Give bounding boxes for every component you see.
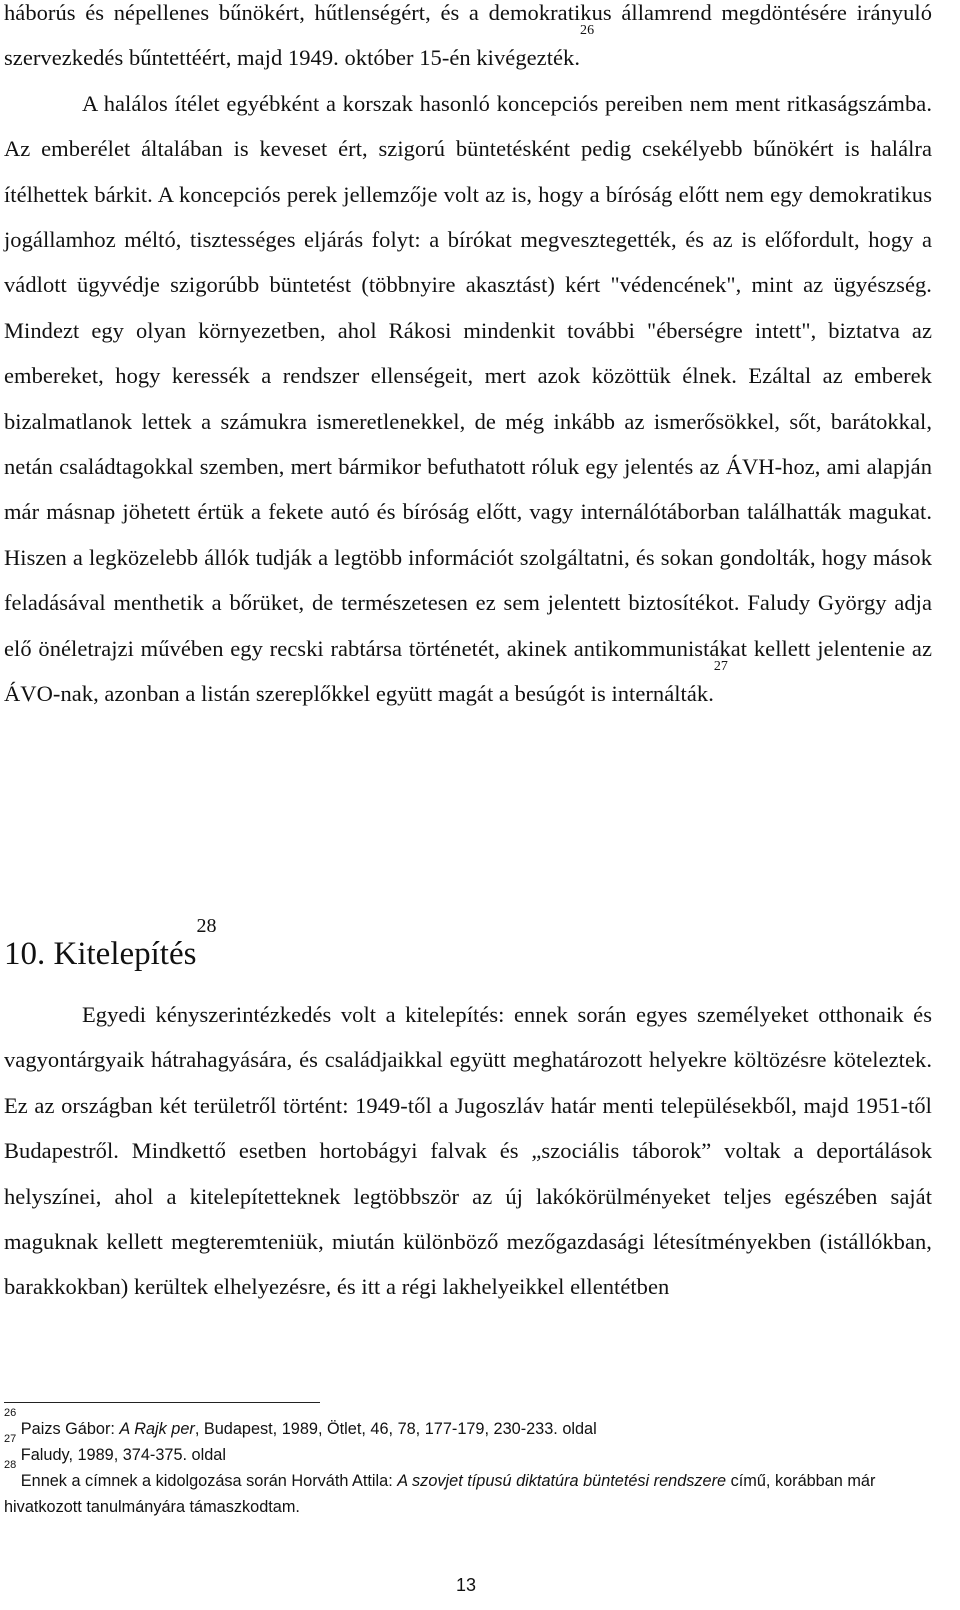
footnote-number: 28 [4, 1459, 17, 1471]
footnote-text: , Budapest, 1989, Ötlet, 46, 78, 177-179, 230-233. oldal [194, 1420, 597, 1438]
footnote-text: Paizs Gábor: [20, 1420, 120, 1438]
footnote-number: 27 [4, 1433, 17, 1445]
section-heading-text: 10. Kitelepítés [4, 936, 197, 972]
footnote-title: A Rajk per [119, 1420, 195, 1438]
footnote-27 [4, 1433, 932, 1468]
footnote-28 [4, 1459, 932, 1520]
footnote-26 [4, 1407, 932, 1442]
body-paragraph-2 [4, 992, 932, 1310]
body-paragraph-1 [4, 0, 932, 717]
section-heading [4, 915, 217, 976]
footnote-ref-27[interactable]: 27 [713, 659, 728, 675]
footnote-number: 26 [4, 1407, 17, 1419]
paragraph-line: A halálos ítélet egyébként a korszak hasonló koncepciós pereiben nem ment ritkaságszámba. Az emberélet általában is keveset ért, szigorú büntetésként pedig csekélyebb bűnökért is halálra ítélhettek bárkit. A koncepciós perek jellemzője volt az is, hogy a bíróság előtt nem egy demokratikus jogállamhoz méltó, tisztességes eljárás folyt: a bírókat megvesztegették, és az is előfordult, hogy a vádlott ügyvédje szigorúbb büntetést (többnyire akasztást) kért "védencének", mint az ügyészség. Mindezt egy olyan környezetben, ahol Rákosi mindenkit további "éberségre intett", biztatva az embereket, hogy keressék a rendszer ellenségeit, mert azok közöttük élnek. Ezáltal az emberek bizalmatlanok lettek a számukra ismeretlenekkel, de még inkább az ismerősökkel, sőt, barátokkal, netán családtagokkal szemben, mert bármikor befuthatott róluk egy jelentés az ÁVH-hoz, ami alapján már másnap jöhetett értük a fekete autó és bíróság előtt, vagy internálótáborban találhatták magukat. Hiszen a legközelebb állók tudják a legtöbb információt szolgáltatni, és sokan gondolták, hogy mások feladásával menthetik a bőrüket, de természetesen ez sem jelentett biztosítékot. Faludy György adja elő önéletrajzi művében egy recski rabtársa történetét, akinek antikommunistákat kellett jelentenie az ÁVO-nak, azonban a listán szereplőkkel együtt magát a besúgót is internálták. [4, 90, 932, 707]
footnote-divider [4, 1402, 320, 1403]
paragraph-line: háborús és népellenes bűnökért, hűtlenségért, és a demokratikus államrend megdöntésére irányuló szervezkedés bűntettéért, majd 1949. október 15-én kivégezték. [4, 0, 932, 71]
footnote-text: Ennek a címnek a kidolgozása során Horváth Attila: [20, 1472, 398, 1490]
footnote-text: Faludy, 1989, 374-375. oldal [20, 1446, 226, 1464]
paragraph-text: Egyedi kényszerintézkedés volt a kitelepítés: ennek során egyes személyeket otthonaik és vagyontárgyaik hátrahagyására, és családjaikkal együtt meghatározott helyekre költözésre köteleztek. Ez az országban két területről történt: 1949-től a Jugoszláv határ menti településekből, majd 1951-től Budapestről. Mindkettő esetben hortobágyi falvak és „szociális táborok” voltak a deportálások helyszínei, ahol a kitelepítetteknek legtöbbször az új lakókörülményeket teljes egészében saját maguknak kellett megteremteniük, miután különböző mezőgazdasági létesítményekben (istállókban, barakkokban) kerültek elhelyezésre, és itt a régi lakhelyeikkel ellentétben [4, 1002, 932, 1300]
footnote-ref-26[interactable]: 26 [580, 23, 595, 39]
footnote-title: A szovjet típusú diktatúra büntetési rendszere [397, 1472, 727, 1490]
page-number: 13 [456, 1575, 477, 1595]
paragraph-text [4, 81, 932, 717]
paragraph-text [4, 0, 932, 81]
footnote-text: című, korábban már hivatkozott tanulmányára támaszkodtam. [4, 1472, 876, 1516]
footnote-ref-28[interactable]: 28 [196, 915, 217, 937]
footnotes [4, 1407, 932, 1520]
